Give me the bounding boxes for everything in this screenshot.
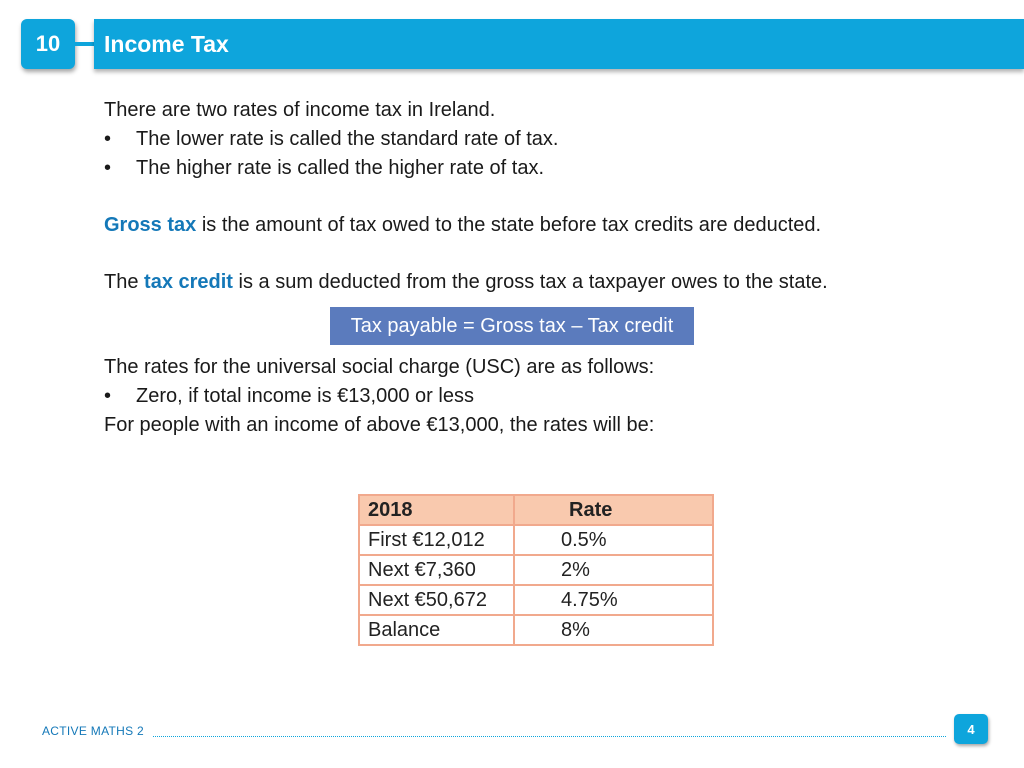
usc-intro-text: The rates for the universal social charge (USC) are as follows: [104, 356, 655, 378]
table-row [359, 585, 713, 615]
chapter-number: 10 [35, 31, 61, 56]
table-cell-band: First €12,012 [359, 525, 514, 555]
table-cell-band: Next €7,360 [359, 555, 514, 585]
title-bar [94, 19, 1024, 69]
table-cell-rate: 2% [514, 555, 713, 585]
page-title: Income Tax [104, 31, 229, 57]
list-item-text: Zero, if total income is €13,000 or less [136, 385, 474, 407]
table-cell-rate: 8% [514, 615, 713, 645]
usc-rates-table [358, 494, 714, 646]
main-content [104, 96, 984, 440]
tax-credit-prefix: The [104, 271, 145, 293]
gross-tax-text: is the amount of tax owed to the state before tax credits are deducted. [196, 214, 822, 236]
table-row [359, 615, 713, 645]
table-header-row [359, 495, 713, 525]
bullet-dot: • [104, 385, 112, 407]
header-connector [75, 42, 95, 46]
usc-followup-text: For people with an income of above €13,000, the rates will be: [104, 414, 655, 436]
footer-book-title: ACTIVE MATHS 2 [42, 724, 144, 738]
list-item [104, 382, 984, 411]
tax-credit-definition [104, 268, 984, 297]
list-item-text: The lower rate is called the standard rate of tax. [136, 128, 559, 150]
list-item [104, 154, 984, 183]
bullet-dot: • [104, 128, 112, 150]
spacer [104, 183, 984, 211]
footer-divider [153, 736, 946, 737]
chapter-number-badge [21, 19, 75, 69]
tax-credit-text: is a sum deducted from the gross tax a taxpayer owes to the state. [232, 271, 828, 293]
list-item-text: The higher rate is called the higher rate of tax. [136, 157, 545, 179]
table-row [359, 555, 713, 585]
list-item [104, 125, 984, 154]
column-header: Rate [514, 495, 713, 525]
table-row [359, 525, 713, 555]
formula-container [104, 297, 984, 353]
column-header: 2018 [359, 495, 514, 525]
table-cell-rate: 4.75% [514, 585, 713, 615]
page-number-badge [954, 714, 988, 744]
tax-credit-term: tax credit [144, 271, 233, 293]
bullet-dot: • [104, 157, 112, 179]
gross-tax-definition [104, 211, 984, 240]
table-cell-rate: 0.5% [514, 525, 713, 555]
table-cell-band: Next €50,672 [359, 585, 514, 615]
intro-text: There are two rates of income tax in Ireland. [104, 99, 496, 121]
spacer [104, 240, 984, 268]
table-cell-band: Balance [359, 615, 514, 645]
page-number: 4 [967, 721, 975, 737]
tax-payable-formula: Tax payable = Gross tax – Tax credit [330, 307, 694, 345]
gross-tax-term: Gross tax [104, 214, 197, 236]
